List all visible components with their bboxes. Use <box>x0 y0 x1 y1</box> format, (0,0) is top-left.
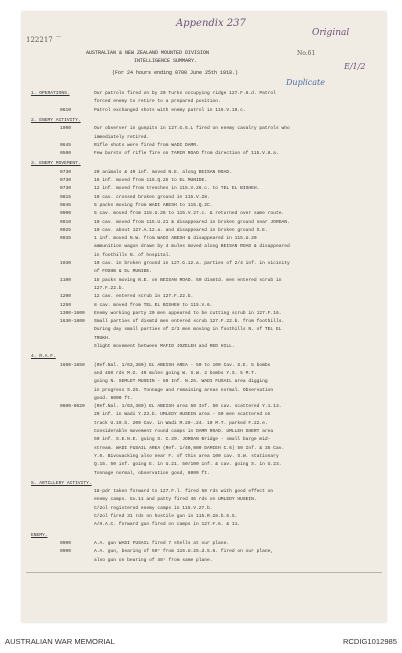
row-text: 10 cav. about 127.A.12.a. and disappeared in broken ground S.E. <box>94 227 268 233</box>
row-text: A/H.A.C. forward gun fired on camps in 127.F.6. & 11. <box>94 522 241 528</box>
header-line1: AUSTRALIAN & NEW ZEALAND MOUNTED DIVISION <box>86 50 210 56</box>
row-time: 1100 <box>60 277 72 283</box>
row-text: A.A. gun, bearing of 50° from 115.U.25.d.5.6. fired on our plane, <box>94 549 274 555</box>
handwritten-duplicate: Duplicate <box>286 78 326 87</box>
row-time: 1250 <box>60 302 72 308</box>
row-text: C/2ol registered enemy camps in 115.V.27.b. <box>94 505 213 511</box>
row-text: of FOSHB & EL MUNIDE. <box>94 269 152 275</box>
row-text: 15 packs moving N.E. on BEISAN ROAD. 50 dismtd. men entered scrub in <box>94 277 282 283</box>
row-time: 0730 <box>60 169 72 175</box>
row-text: Small parties of dismtd men entered scrub 127.F.22.b. from foothills. <box>94 319 285 325</box>
section-heading: 5. ARTILLERY ACTIVITY. <box>31 480 92 486</box>
serial-number: 122217 <box>26 36 53 44</box>
row-text: Our patrols fired on by 20 Turks occupying ridge 127.F.6.d. Patrol <box>94 91 276 96</box>
row-time: 0900 <box>60 540 72 546</box>
row-text: Slight movement between MAFID JOZELEH and RED HILL. <box>94 344 235 349</box>
row-time: 1630-1800 <box>60 319 85 325</box>
row-text: Patrol exchanged shots with enemy patrol in 115.V.19.c. <box>94 107 246 113</box>
row-time: 0845 <box>60 202 72 208</box>
row-time: 0900 <box>60 549 72 555</box>
row-time: 0600-0620 <box>60 404 85 410</box>
row-time: 1200 <box>60 294 72 300</box>
row-time: 0730 <box>60 186 72 192</box>
row-text: going N. SEMLET MUSEIN - 50 Inf. N.25. WADI FUSAIL area digging <box>94 379 268 385</box>
row-text: Rifle shots were fired from WADI DAMR. <box>94 142 199 148</box>
row-text: (Ref.Nal. 1/63,360) EL ABEISH AREA - 50 to 100 Cav. S.E. 5 bombs <box>94 362 271 368</box>
row-time: 0935 <box>60 236 72 242</box>
section-heading: 3. ENEMY MOVEMENT. <box>31 161 81 167</box>
row-text: also gun on bearing of 48° from same plane. <box>94 557 213 563</box>
row-text: 18-pdr taken forward to 127.F.l. fired 50 rds with good effect on <box>94 489 274 495</box>
row-text: 8 cav. moved from TEL EL BISHEH to 115.V.6. <box>94 302 213 308</box>
row-text: 16 inf. moved from 115.Q.25 to EL MUNIDE. <box>94 178 208 183</box>
header-line3: (For 24 hours ending 0700 June 25th 1918.) <box>112 70 239 76</box>
row-text: A.A. gun WADI FUSAIL fired 7 shells at our plane. <box>94 540 230 546</box>
row-text: During day small parties of 2/3 men moving in foothills N. of TEL EL <box>94 327 282 333</box>
row-time: 0610 <box>60 107 72 113</box>
row-text: 20 animals & 40 inf. moved N.E. along BEISAN ROAD. <box>94 169 232 175</box>
row-text: 6 cav. moved from 115.U.26 to 115.V.27.c. & returned over same route. <box>94 211 285 217</box>
row-text: 10 cav. in broken ground in 127.G.12.a. parties of 2/4 inf. in vicinity <box>94 261 290 266</box>
row-text: enemy camps. Go.11 and patty fired 46 rds on UMLEDY HUSEIN. <box>94 497 257 503</box>
row-time: 1600-1650 <box>60 362 85 368</box>
footer-id: RCDIG1012985 <box>342 637 397 646</box>
section-heading: 1. OPERATIONS. <box>31 91 70 96</box>
row-text: Y.6. Bivouacking also near F. of this area 100 cav. S.W. stationary <box>94 453 279 459</box>
row-text: 10 cav. crossed broken ground in 115.V.28. <box>94 194 210 200</box>
row-text: C/2ol fired 31 rds on hostile gun in 115.R.28.b.5.5. <box>94 514 238 519</box>
row-text: Our observer in gunpits in 127.G.5.L fired on enemy cavalry patrols who <box>94 126 290 132</box>
row-text: forced enemy to retire to a prepared position. <box>94 99 221 105</box>
row-text: immediately retired. <box>94 134 150 140</box>
row-time: 1300-1600 <box>60 310 85 316</box>
row-text: Considerable movement round camps in DAMR ROAD. UMLLEH SHERT area <box>94 429 274 434</box>
page-number: No.61 <box>297 50 316 57</box>
row-text: TRUKH. <box>94 335 111 341</box>
row-text: stream. WADI FUSAIL AREA (Ref. 1/40,000 DAMIEH C.6) 50 Inf. & 35 Cav. <box>94 445 285 451</box>
row-text: (Ref.Nal. 1/63,360) EL ABEISH area 50 Inf. 50 cav. scattered Y.1.13. <box>94 404 282 410</box>
footer-source: AUSTRALIAN WAR MEMORIAL <box>5 637 115 646</box>
row-time: 1030 <box>60 261 72 266</box>
row-text: 127.F.22.b. <box>94 285 125 291</box>
row-text: and 450 rds M.G. 40 mules going W. S.W. 2 bombs Y.S. 5 M.T. <box>94 370 257 376</box>
row-text: Enemy working party 20 men appeared to be cutting scrub in 127.F.16. <box>94 310 282 316</box>
section-heading: ENEMY. <box>31 532 48 538</box>
row-text: 6 packs moving from WADI ABESH to 115.Q.2C. <box>94 202 213 208</box>
row-time: 0815 <box>60 194 72 200</box>
row-text: ammunition wagon drawn by 4 mules moved along BEISAN ROAD & disappeared <box>94 244 290 250</box>
page-bottom-rule <box>26 572 382 573</box>
row-text: in foothills N. of hospital. <box>94 252 172 258</box>
row-text: track U.19.b. 200 Cav. in Wadi M.29-.24. 10 M.T. parked F.22.e. <box>94 420 268 426</box>
row-text: Tonnage normal, observation good, 6000 ft. <box>94 470 210 476</box>
document-page <box>22 12 386 622</box>
row-time: 1900 <box>60 126 72 132</box>
row-text: 1 inf. moved N.W. from WADI ABESH & disappeared in 115.U.20 <box>94 236 257 242</box>
section-heading: 4. R.A.F. <box>31 354 56 360</box>
handwritten-appendix: Appendix 237 <box>176 18 246 29</box>
row-text: good. 6000 ft. <box>94 395 133 401</box>
row-text: 12 cav. entered scrub in 127.F.22.b. <box>94 294 194 300</box>
row-text: 50 inf. S.E.N.E. going S. C.29. JORDAN Bridge - small barge mid- <box>94 437 271 443</box>
row-text: 10 cav. moved from 115.U.21 & disappeared in broken ground near JORDAN. <box>94 219 290 225</box>
row-time: 0925 <box>60 227 72 233</box>
row-text: Q.15. 50 inf. going E. in U.21. 50/100 inf. & cav. going S. in U.23. <box>94 462 282 468</box>
header-line2: INTELLIGENCE SUMMARY. <box>134 58 198 64</box>
row-time: 0730 <box>60 178 72 183</box>
section-heading: 2. ENEMY ACTIVITY. <box>31 117 81 123</box>
handwritten-faint-mark: ~ <box>55 32 62 41</box>
row-text: 20 inf. in Wadi Y.23.b. UMLEDY HUSEIN area - 50 men scattered on <box>94 412 271 418</box>
row-text: in progress S.25. Tonnage and remaining areas normal. Observation <box>94 387 274 393</box>
row-time: 0645 <box>60 142 72 148</box>
row-text: Few bursts of rifle fire on TAMIR ROAD from direction of 115.V.8.a. <box>94 151 279 157</box>
row-time: 0910 <box>60 219 72 225</box>
row-time: 0900 <box>60 211 72 217</box>
handwritten-e: E/1/2 <box>344 62 366 71</box>
row-time: 0500 <box>60 151 72 157</box>
footer <box>0 634 402 650</box>
handwritten-original: Original <box>312 28 350 38</box>
row-text: 12 inf. moved from trenches in 115.V.26.c. to TEL EL BISHEH. <box>94 186 260 192</box>
